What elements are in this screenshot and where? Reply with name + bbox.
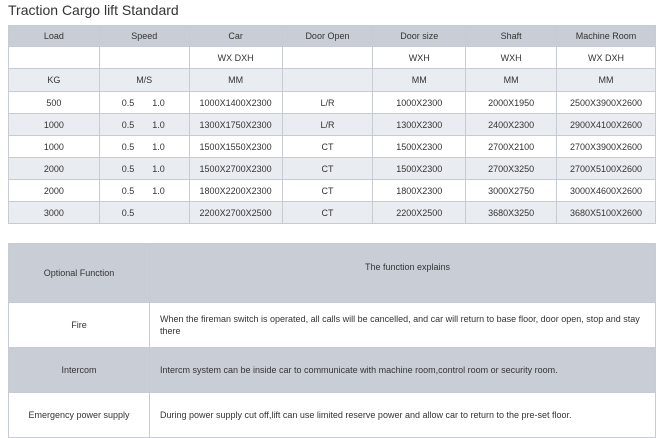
spec-units-row [9, 69, 656, 92]
spec-table [8, 25, 656, 224]
option-function-name: Emergency power supply [9, 393, 150, 438]
spec-cell-car: 1500X1550X2300 [189, 136, 282, 158]
subheader-car: WX DXH [189, 47, 282, 69]
page-title: Traction Cargo lift Standard [8, 2, 179, 18]
options-row [9, 348, 656, 393]
spec-cell-door-size: 1500X2300 [373, 158, 466, 180]
spec-row [9, 202, 656, 224]
spec-cell-speed [99, 158, 189, 180]
header-door-size: Door size [373, 26, 466, 47]
subheader-load [9, 47, 100, 69]
spec-cell-shaft: 3000X2750 [466, 180, 557, 202]
spec-cell-door-open: CT [282, 202, 373, 224]
spec-cell-shaft: 2700X2100 [466, 136, 557, 158]
spec-cell-load: 1000 [9, 136, 100, 158]
option-explanation: Intercm system can be inside car to communicate with machine room,control room or security room. [150, 348, 656, 393]
options-table [8, 243, 656, 438]
option-function-name: Fire [9, 303, 150, 348]
spec-cell-machine-room: 2700X5100X2600 [557, 158, 656, 180]
spec-cell-door-size: 1300X2300 [373, 114, 466, 136]
option-function-name: Intercom [9, 348, 150, 393]
spec-cell-door-open: CT [282, 180, 373, 202]
spec-cell-speed [99, 202, 189, 224]
header-machine-room: Machine Room [557, 26, 656, 47]
unit-car: MM [189, 69, 282, 92]
spec-cell-door-open: L/R [282, 92, 373, 114]
spec-cell-car: 2200X2700X2500 [189, 202, 282, 224]
spec-subheader-row [9, 47, 656, 69]
spec-cell-car: 1300X1750X2300 [189, 114, 282, 136]
spec-cell-machine-room: 3680X5100X2600 [557, 202, 656, 224]
subheader-door-open [282, 47, 373, 69]
header-speed: Speed [99, 26, 189, 47]
spec-cell-door-size: 1500X2300 [373, 136, 466, 158]
unit-door-size: MM [373, 69, 466, 92]
options-row [9, 393, 656, 438]
unit-speed: M/S [99, 69, 189, 92]
unit-shaft: MM [466, 69, 557, 92]
spec-row [9, 136, 656, 158]
option-explanation: When the fireman switch is operated, all calls will be cancelled, and car will return to base floor, door open, stop and stay there [150, 303, 656, 348]
spec-cell-door-open: CT [282, 158, 373, 180]
speed-value-a: 0.5 [121, 163, 135, 174]
spec-cell-speed [99, 136, 189, 158]
spec-cell-speed [99, 92, 189, 114]
options-header-explanation: The function explains [150, 244, 656, 303]
spec-cell-load: 2000 [9, 158, 100, 180]
spec-row [9, 180, 656, 202]
spec-cell-door-open: CT [282, 136, 373, 158]
header-load: Load [9, 26, 100, 47]
speed-value-b: 1.0 [152, 185, 165, 196]
spec-cell-car: 1500X2700X2300 [189, 158, 282, 180]
subheader-speed [99, 47, 189, 69]
speed-value-a: 0.5 [121, 207, 135, 218]
speed-value-b: 1.0 [152, 119, 165, 130]
spec-cell-door-open: L/R [282, 114, 373, 136]
speed-value-b: 1.0 [152, 97, 165, 108]
speed-value-a: 0.5 [121, 119, 135, 130]
spec-cell-car: 1800X2200X2300 [189, 180, 282, 202]
option-explanation: During power supply cut off,lift can use limited reserve power and allow car to return to the pre-set floor. [150, 393, 656, 438]
header-car: Car [189, 26, 282, 47]
spec-cell-machine-room: 2700X3900X2600 [557, 136, 656, 158]
spec-cell-shaft: 3680X3250 [466, 202, 557, 224]
spec-header-row [9, 26, 656, 47]
subheader-machine-room: WX DXH [557, 47, 656, 69]
spec-row [9, 114, 656, 136]
speed-value-a: 0.5 [121, 141, 135, 152]
options-header-row [9, 244, 656, 303]
spec-cell-load: 1000 [9, 114, 100, 136]
spec-cell-load: 2000 [9, 180, 100, 202]
speed-value-a: 0.5 [121, 97, 135, 108]
spec-cell-machine-room: 2900X4100X2600 [557, 114, 656, 136]
header-shaft: Shaft [466, 26, 557, 47]
subheader-shaft: WXH [466, 47, 557, 69]
spec-row [9, 158, 656, 180]
unit-machine-room: MM [557, 69, 656, 92]
unit-door-open [282, 69, 373, 92]
spec-cell-machine-room: 3000X4600X2600 [557, 180, 656, 202]
options-header-function: Optional Function [9, 244, 150, 303]
spec-cell-door-size: 1800X2300 [373, 180, 466, 202]
spec-cell-speed [99, 114, 189, 136]
unit-load: KG [9, 69, 100, 92]
spec-row [9, 92, 656, 114]
spec-cell-shaft: 2400X2300 [466, 114, 557, 136]
spec-cell-car: 1000X1400X2300 [189, 92, 282, 114]
header-door-open: Door Open [282, 26, 373, 47]
spec-cell-speed [99, 180, 189, 202]
subheader-door-size: WXH [373, 47, 466, 69]
spec-cell-load: 500 [9, 92, 100, 114]
speed-value-b: 1.0 [152, 141, 165, 152]
spec-cell-machine-room: 2500X3900X2600 [557, 92, 656, 114]
spec-cell-load: 3000 [9, 202, 100, 224]
spec-cell-shaft: 2700X3250 [466, 158, 557, 180]
options-row [9, 303, 656, 348]
spec-cell-door-size: 2200X2500 [373, 202, 466, 224]
spec-cell-door-size: 1000X2300 [373, 92, 466, 114]
speed-value-a: 0.5 [121, 185, 135, 196]
speed-value-b: 1.0 [152, 163, 165, 174]
spec-cell-shaft: 2000X1950 [466, 92, 557, 114]
